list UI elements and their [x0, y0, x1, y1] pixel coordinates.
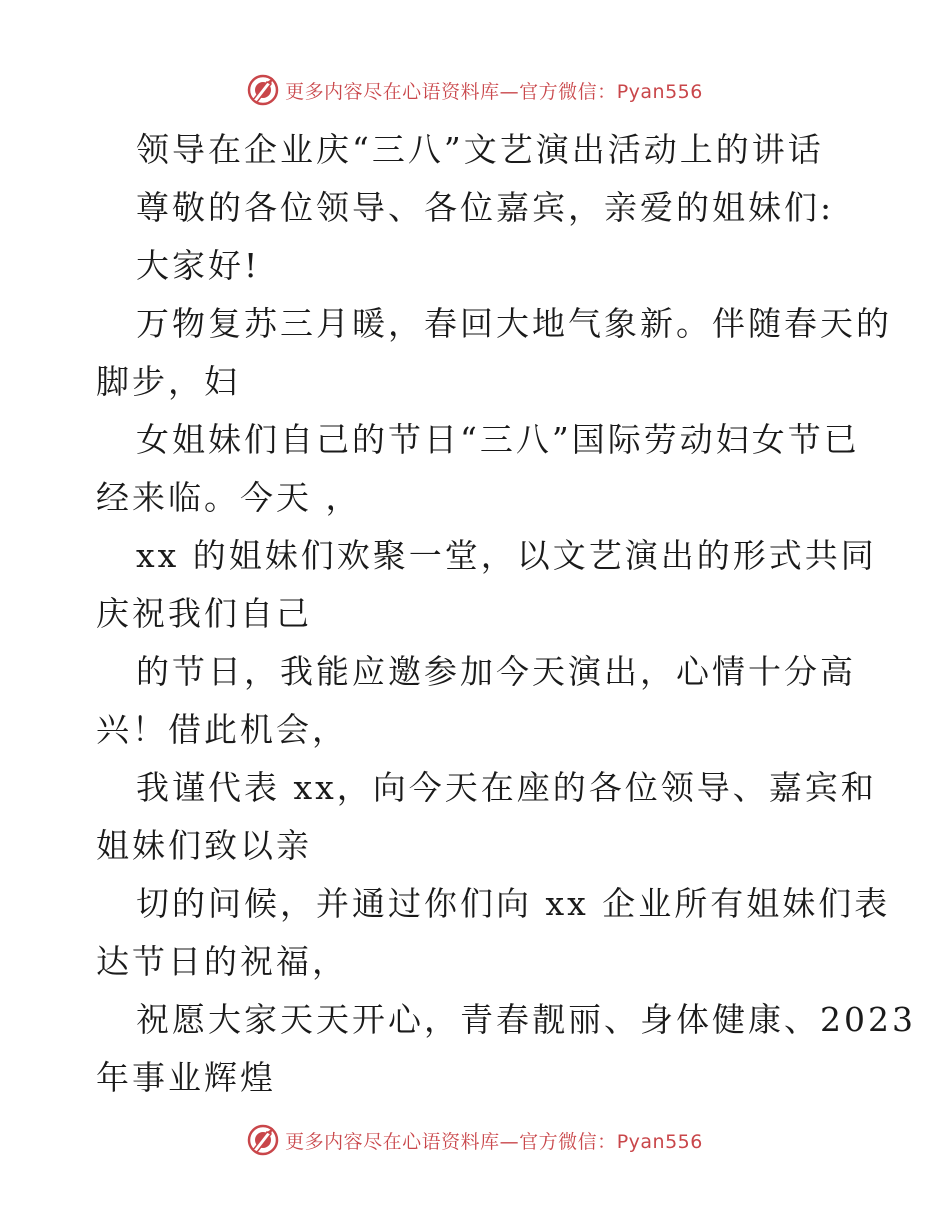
paragraph-line: 女姐妹们自己的节日“三八”国际劳动妇女节已 — [136, 420, 860, 459]
logo-icon — [247, 74, 279, 106]
header-banner — [0, 70, 950, 110]
banner-separator: — — [499, 1130, 520, 1153]
footer-banner — [0, 1120, 950, 1160]
footer-banner-text — [285, 1127, 703, 1154]
paragraph-line: xx 的姐妹们欢聚一堂，以文艺演出的形式共同 — [136, 536, 877, 575]
salutation: 尊敬的各位领导、各位嘉宾，亲爱的姐妹们: — [136, 188, 835, 227]
paragraph-line: 切的问候，并通过你们向 xx 企业所有姐妹们表 — [136, 884, 891, 923]
banner-wechat-id: Pyan556 — [616, 80, 703, 103]
paragraph-line: 姐妹们致以亲 — [96, 826, 312, 865]
banner-separator: — — [499, 80, 520, 103]
paragraph-line: 万物复苏三月暖，春回大地气象新。伴随春天的 — [136, 304, 892, 343]
header-banner-text — [285, 77, 703, 104]
paragraph-line: 兴！借此机会， — [96, 710, 348, 749]
banner-wechat-label: 官方微信： — [519, 1130, 617, 1153]
paragraph-line: 年事业辉煌 — [96, 1058, 276, 1097]
banner-slogan: 更多内容尽在心语资料库 — [285, 1130, 500, 1153]
document-title: 领导在企业庆“三八”文艺演出活动上的讲话 — [136, 130, 824, 169]
logo-icon — [247, 1124, 279, 1156]
banner-wechat-id: Pyan556 — [616, 1130, 703, 1153]
paragraph-line: 祝愿大家天天开心，青春靓丽、身体健康、2023 — [136, 1000, 916, 1039]
paragraph-line: 我谨代表 xx，向今天在座的各位领导、嘉宾和 — [136, 768, 877, 807]
paragraph-line: 经来临。今天 ， — [96, 478, 362, 517]
paragraph-line: 脚步，妇 — [96, 362, 240, 401]
paragraph-line: 达节日的祝福， — [96, 942, 348, 981]
banner-slogan: 更多内容尽在心语资料库 — [285, 80, 500, 103]
paragraph-line: 的节日，我能应邀参加今天演出，心情十分高 — [136, 652, 856, 691]
banner-wechat-label: 官方微信： — [519, 80, 617, 103]
greeting: 大家好! — [136, 246, 261, 285]
paragraph-line: 庆祝我们自己 — [96, 594, 312, 633]
